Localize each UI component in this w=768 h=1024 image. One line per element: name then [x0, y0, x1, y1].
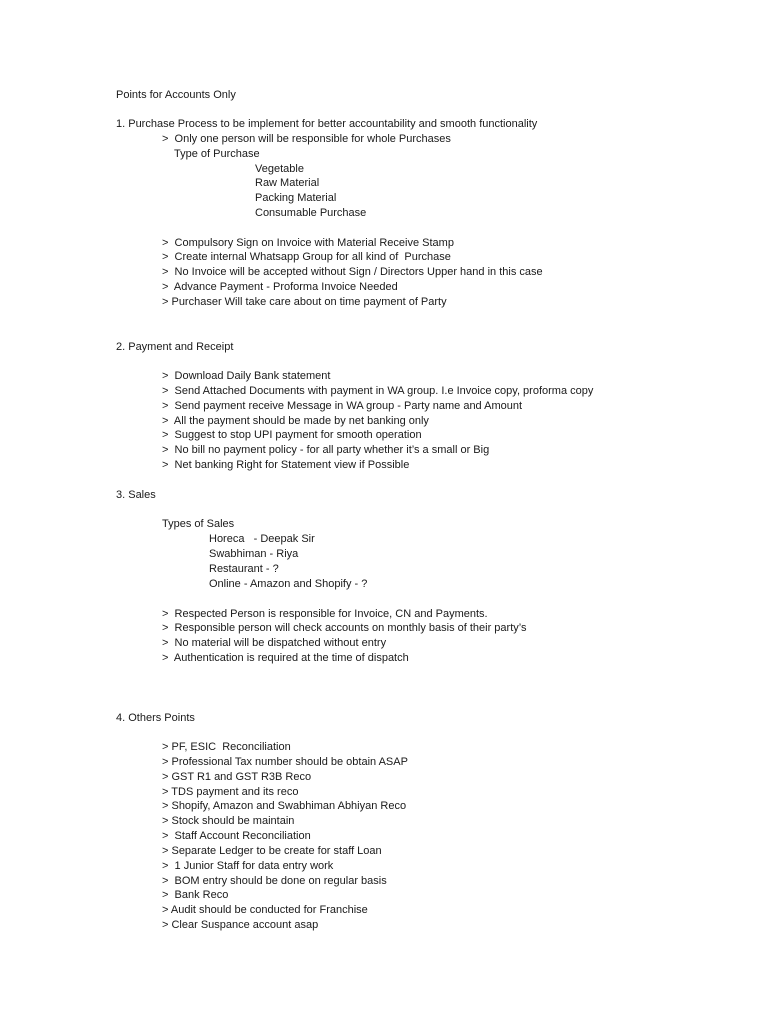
bullet-point: > 1 Junior Staff for data entry work: [162, 860, 334, 872]
sales-types-label: Types of Sales: [162, 518, 235, 530]
bullet-point: > Purchaser Will take care about on time payment of Party: [162, 296, 447, 308]
bullet-point: > Audit should be conducted for Franchise: [162, 904, 368, 916]
bullet-point: > Send payment receive Message in WA group - Party name and Amount: [162, 400, 523, 412]
bullet-point: > No material will be dispatched without entry: [162, 637, 387, 649]
bullet-point: > Compulsory Sign on Invoice with Material Receive Stamp: [162, 237, 454, 249]
bullet-point: > PF, ESIC Reconciliation: [162, 741, 291, 753]
bullet-point: > Bank Reco: [162, 889, 229, 901]
section-heading-others: 4. Others Points: [116, 712, 195, 724]
bullet-point: > TDS payment and its reco: [162, 786, 299, 798]
bullet-point: > BOM entry should be done on regular basis: [162, 875, 387, 887]
bullet-point: > Create internal Whatsapp Group for all kind of Purchase: [162, 251, 451, 263]
sales-type-item: Restaurant - ?: [209, 563, 279, 575]
bullet-point: > Only one person will be responsible for whole Purchases: [162, 133, 451, 145]
bullet-point: > Shopify, Amazon and Swabhiman Abhiyan Reco: [162, 800, 407, 812]
bullet-point: > Send Attached Documents with payment in WA group. I.e Invoice copy, proforma copy: [162, 385, 594, 397]
bullet-point: > Stock should be maintain: [162, 815, 295, 827]
purchase-type-item: Vegetable: [255, 163, 304, 175]
sales-type-item: Online - Amazon and Shopify - ?: [209, 578, 368, 590]
section-heading-purchase: 1. Purchase Process to be implement for better accountability and smooth functionality: [116, 118, 538, 130]
section-heading-sales: 3. Sales: [116, 489, 156, 501]
purchase-types-label: Type of Purchase: [174, 148, 260, 160]
bullet-point: > Advance Payment - Proforma Invoice Needed: [162, 281, 398, 293]
sales-type-item: Horeca - Deepak Sir: [209, 533, 315, 545]
bullet-point: > Professional Tax number should be obtain ASAP: [162, 756, 408, 768]
bullet-point: > Staff Account Reconciliation: [162, 830, 311, 842]
bullet-point: > Authentication is required at the time of dispatch: [162, 652, 409, 664]
bullet-point: > Separate Ledger to be create for staff Loan: [162, 845, 382, 857]
section-heading-payment: 2. Payment and Receipt: [116, 341, 234, 353]
purchase-type-item: Raw Material: [255, 177, 320, 189]
bullet-point: > No Invoice will be accepted without Sign / Directors Upper hand in this case: [162, 266, 543, 278]
purchase-type-item: Consumable Purchase: [255, 207, 367, 219]
bullet-point: > Clear Suspance account asap: [162, 919, 319, 931]
bullet-point: > Net banking Right for Statement view if Possible: [162, 459, 410, 471]
bullet-point: > Responsible person will check accounts on monthly basis of their party’s: [162, 622, 527, 634]
sales-type-item: Swabhiman - Riya: [209, 548, 299, 560]
bullet-point: > GST R1 and GST R3B Reco: [162, 771, 312, 783]
bullet-point: > Suggest to stop UPI payment for smooth operation: [162, 429, 422, 441]
bullet-point: > No bill no payment policy - for all party whether it’s a small or Big: [162, 444, 490, 456]
document-title: Points for Accounts Only: [116, 89, 236, 101]
purchase-type-item: Packing Material: [255, 192, 337, 204]
bullet-point: > Download Daily Bank statement: [162, 370, 331, 382]
bullet-point: > Respected Person is responsible for Invoice, CN and Payments.: [162, 608, 488, 620]
bullet-point: > All the payment should be made by net banking only: [162, 415, 429, 427]
